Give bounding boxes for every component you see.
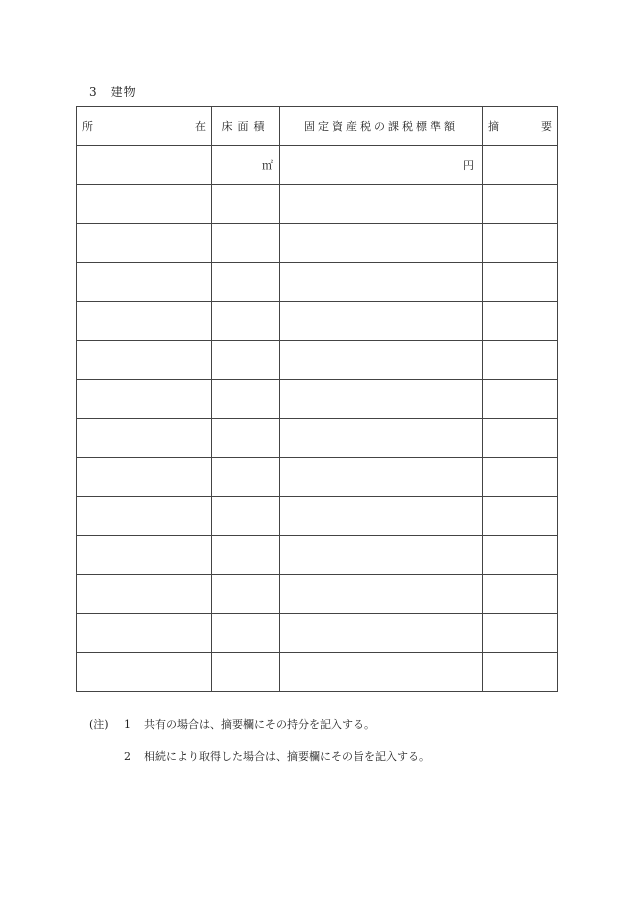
remarks-cell[interactable] — [483, 419, 558, 458]
assessed-value-cell[interactable] — [280, 536, 483, 575]
header-row — [77, 107, 558, 146]
location-cell[interactable] — [77, 575, 212, 614]
table-row — [77, 614, 558, 653]
table-row — [77, 224, 558, 263]
floor-area-cell[interactable] — [212, 302, 280, 341]
header-remarks-right: 要 — [541, 120, 552, 133]
assessed-value-cell[interactable] — [280, 653, 483, 692]
floor-area-unit[interactable]: ㎡ — [212, 146, 280, 185]
note-text: 相続により取得した場合は、摘要欄にその旨を記入する。 — [144, 750, 430, 763]
header-remarks — [483, 107, 558, 146]
floor-area-cell[interactable] — [212, 341, 280, 380]
location-cell[interactable] — [77, 614, 212, 653]
floor-area-cell[interactable] — [212, 614, 280, 653]
floor-area-cell[interactable] — [212, 653, 280, 692]
location-cell[interactable] — [77, 497, 212, 536]
floor-area-cell[interactable] — [212, 458, 280, 497]
assessed-value-cell[interactable] — [280, 380, 483, 419]
assessed-value-unit[interactable]: 円 — [280, 146, 483, 185]
location-cell[interactable] — [77, 458, 212, 497]
assessed-value-cell[interactable] — [280, 263, 483, 302]
table-row — [77, 302, 558, 341]
floor-area-cell[interactable] — [212, 224, 280, 263]
unit-row — [77, 146, 558, 185]
table-row — [77, 497, 558, 536]
floor-area-cell[interactable] — [212, 185, 280, 224]
building-table — [76, 106, 558, 692]
assessed-value-cell[interactable] — [280, 497, 483, 536]
remarks-cell[interactable] — [483, 224, 558, 263]
remarks-cell[interactable] — [483, 458, 558, 497]
note-1 — [89, 716, 430, 748]
header-remarks-left: 摘 — [488, 120, 499, 133]
header-location-right: 在 — [195, 120, 206, 133]
header-assessed-value: 固定資産税の課税標準額 — [280, 107, 483, 146]
assessed-value-cell[interactable] — [280, 224, 483, 263]
remarks-cell[interactable] — [483, 146, 558, 185]
floor-area-cell[interactable] — [212, 380, 280, 419]
location-cell[interactable] — [77, 380, 212, 419]
floor-area-cell[interactable] — [212, 497, 280, 536]
assessed-value-cell[interactable] — [280, 302, 483, 341]
remarks-cell[interactable] — [483, 185, 558, 224]
assessed-value-cell[interactable] — [280, 458, 483, 497]
header-location — [77, 107, 212, 146]
notes — [89, 716, 430, 780]
assessed-value-cell[interactable] — [280, 614, 483, 653]
location-cell[interactable] — [77, 185, 212, 224]
floor-area-cell[interactable] — [212, 263, 280, 302]
floor-area-cell[interactable] — [212, 575, 280, 614]
header-location-left: 所 — [82, 120, 93, 133]
remarks-cell[interactable] — [483, 575, 558, 614]
remarks-cell[interactable] — [483, 380, 558, 419]
assessed-value-cell[interactable] — [280, 575, 483, 614]
location-cell[interactable] — [77, 653, 212, 692]
remarks-cell[interactable] — [483, 614, 558, 653]
location-cell[interactable] — [77, 419, 212, 458]
remarks-cell[interactable] — [483, 536, 558, 575]
table-row — [77, 653, 558, 692]
table-row — [77, 536, 558, 575]
table-row — [77, 575, 558, 614]
table-row — [77, 380, 558, 419]
assessed-value-cell[interactable] — [280, 341, 483, 380]
location-cell[interactable] — [77, 224, 212, 263]
note-2 — [89, 748, 430, 780]
floor-area-cell[interactable] — [212, 419, 280, 458]
table-row — [77, 341, 558, 380]
table-row — [77, 419, 558, 458]
remarks-cell[interactable] — [483, 341, 558, 380]
remarks-cell[interactable] — [483, 302, 558, 341]
table-row — [77, 185, 558, 224]
location-cell[interactable] — [77, 263, 212, 302]
assessed-value-cell[interactable] — [280, 419, 483, 458]
location-cell[interactable] — [77, 146, 212, 185]
note-number: 1 — [124, 718, 131, 731]
floor-area-cell[interactable] — [212, 536, 280, 575]
table-row — [77, 458, 558, 497]
assessed-value-cell[interactable] — [280, 185, 483, 224]
section-title: 3 建物 — [89, 85, 137, 99]
note-prefix: (注) — [89, 718, 109, 731]
location-cell[interactable] — [77, 341, 212, 380]
remarks-cell[interactable] — [483, 653, 558, 692]
location-cell[interactable] — [77, 302, 212, 341]
location-cell[interactable] — [77, 536, 212, 575]
header-floor-area: 床面積 — [212, 107, 280, 146]
remarks-cell[interactable] — [483, 263, 558, 302]
remarks-cell[interactable] — [483, 497, 558, 536]
table-row — [77, 263, 558, 302]
note-number: 2 — [124, 750, 131, 763]
note-text: 共有の場合は、摘要欄にその持分を記入する。 — [144, 718, 375, 731]
